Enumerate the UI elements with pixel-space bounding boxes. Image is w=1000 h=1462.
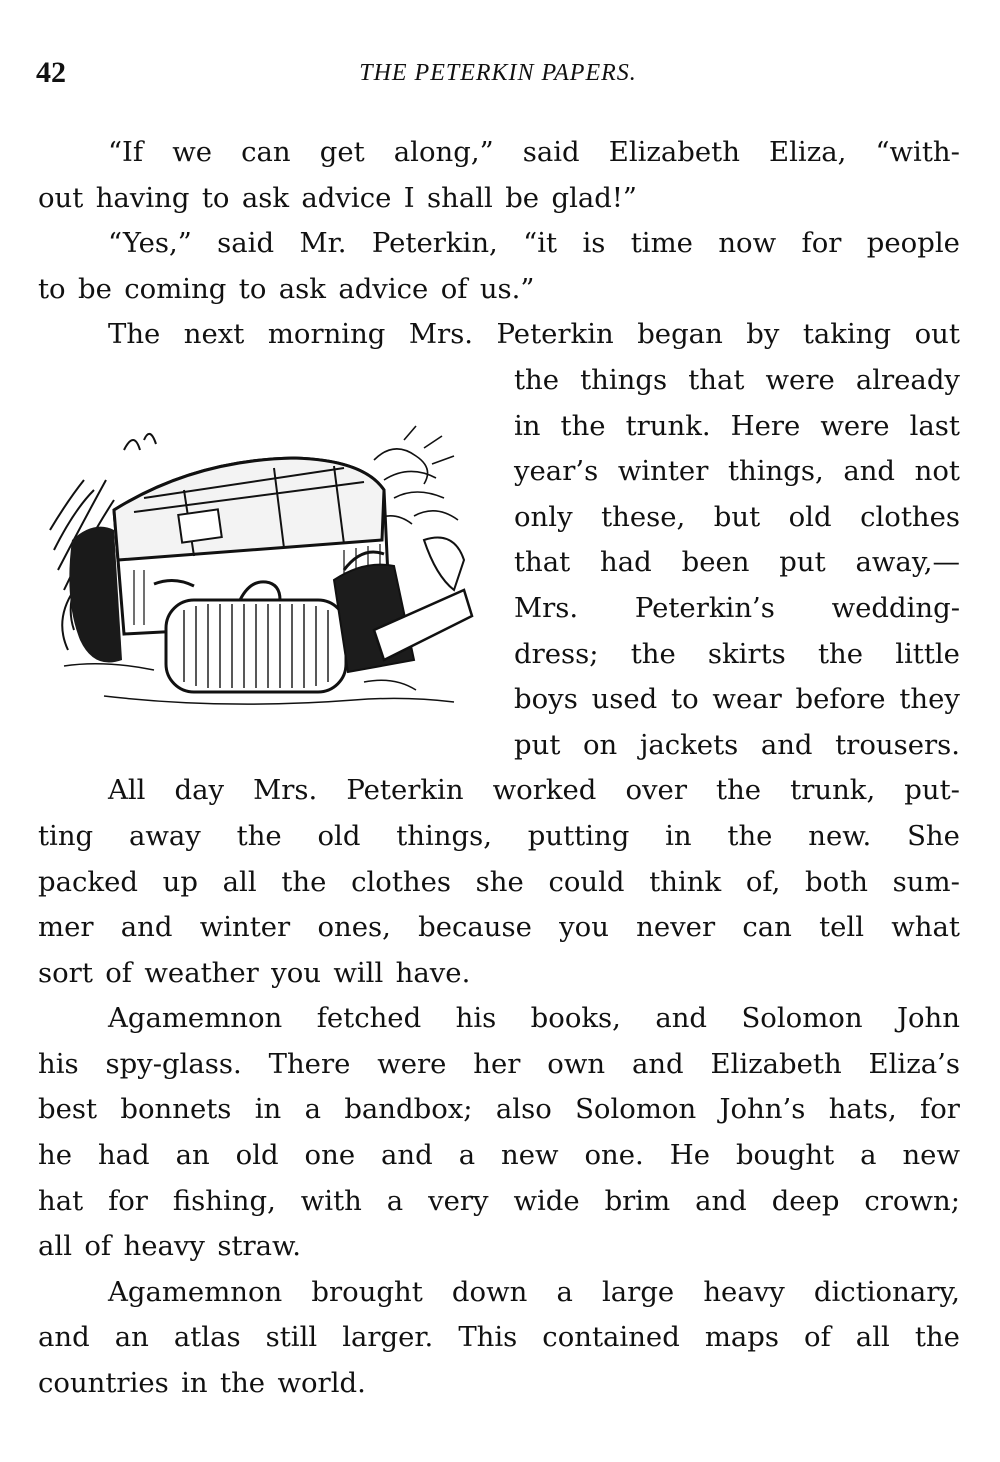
word: and [120, 911, 173, 944]
word: All [108, 774, 146, 807]
word: large [601, 1275, 675, 1308]
word: “Yes,” [108, 227, 192, 260]
word: will [333, 956, 384, 989]
word: straw. [217, 1230, 302, 1263]
word: tell [819, 911, 865, 944]
word: before [795, 683, 886, 716]
word: had [600, 546, 652, 579]
word: one [304, 1139, 356, 1172]
word: put [514, 728, 561, 761]
word: atlas [173, 1321, 241, 1354]
word: Mrs. [514, 591, 579, 624]
word: last [909, 409, 960, 442]
word: were [377, 1047, 447, 1080]
word: “with- [875, 136, 960, 168]
word: they [899, 683, 960, 716]
word: fetched [316, 1002, 422, 1035]
word: in [514, 409, 541, 442]
word: all [38, 1230, 72, 1263]
word: contained [542, 1321, 680, 1354]
text-line [38, 1270, 960, 1316]
word: in [665, 819, 692, 852]
word: day [174, 774, 225, 807]
word: still [265, 1321, 318, 1354]
word: of [84, 1230, 112, 1263]
word: things, [727, 455, 824, 488]
word: Peterkin’s [634, 591, 775, 624]
word: skirts [707, 637, 786, 670]
word: very [428, 1184, 489, 1217]
word: is [582, 227, 606, 260]
word: put [779, 546, 826, 579]
word: he [38, 1139, 72, 1172]
running-title: THE PETERKIN PAPERS. [359, 60, 637, 86]
word: were [765, 363, 835, 396]
word: on [582, 728, 618, 761]
word: and [38, 1321, 90, 1354]
word: John’s [719, 1093, 806, 1126]
text-line [38, 540, 960, 586]
word: own [547, 1047, 606, 1080]
word: get [319, 136, 365, 168]
word: the [914, 1321, 960, 1354]
text-line [38, 130, 960, 176]
word: Peterkin [496, 318, 614, 351]
word: by [746, 318, 780, 351]
word: hat [38, 1184, 84, 1217]
word: having [95, 181, 190, 214]
word: and [381, 1139, 433, 1172]
word: deep [771, 1184, 840, 1217]
word: the [514, 363, 560, 396]
word: said [217, 227, 275, 260]
word: Elizabeth [710, 1047, 842, 1080]
word: the [281, 865, 327, 898]
word: and [655, 1002, 708, 1035]
text-line [38, 404, 960, 450]
word: a [860, 1139, 877, 1172]
word: shall [427, 181, 493, 214]
word: new [902, 1139, 960, 1172]
word: we [172, 136, 213, 168]
text-line [38, 267, 960, 313]
word: were [820, 409, 890, 442]
word: Eliza, [769, 136, 847, 168]
text-line [38, 632, 960, 678]
word: Solomon [741, 1002, 863, 1035]
word: along,” [393, 136, 494, 168]
word: next [183, 318, 245, 351]
word: never [636, 911, 716, 944]
word: worked [492, 774, 597, 807]
word: a [386, 1184, 404, 1217]
word: be [77, 272, 112, 305]
word: had [97, 1139, 150, 1172]
word: and [695, 1184, 747, 1217]
word: used [591, 683, 658, 716]
word: in [254, 1093, 282, 1126]
word: that [514, 546, 571, 579]
word: a [458, 1139, 476, 1172]
word: down [451, 1275, 528, 1308]
text-line [38, 449, 960, 495]
word: for [801, 227, 842, 260]
word: you [559, 911, 609, 944]
word: to [38, 272, 66, 305]
word: hats, [828, 1093, 897, 1126]
word: Elizabeth [608, 136, 740, 168]
word: all [855, 1321, 890, 1354]
word: because [418, 911, 532, 944]
word: weather [144, 956, 259, 989]
word: and [843, 455, 896, 488]
text-line [38, 905, 960, 951]
word: jackets [639, 728, 739, 761]
word: not [914, 455, 960, 488]
word: wear [712, 683, 782, 716]
word: but [713, 500, 761, 533]
word: The [108, 318, 161, 351]
word: Peterkin, [371, 227, 498, 260]
word: away [128, 819, 201, 852]
word: mer [38, 911, 94, 944]
word: ones, [317, 911, 391, 944]
word: an [175, 1139, 210, 1172]
word: ask [278, 272, 326, 305]
word: John [896, 1002, 960, 1035]
word: for [108, 1184, 148, 1217]
word: clothes [860, 500, 960, 533]
word: been [681, 546, 750, 579]
word: best [38, 1093, 98, 1126]
text-line [38, 358, 960, 404]
word: winter [199, 911, 291, 944]
text-line [38, 1224, 960, 1270]
word: all [222, 865, 257, 898]
text-line [38, 677, 960, 723]
word: heavy [123, 1230, 205, 1263]
word: began [637, 318, 723, 351]
word: things, [396, 819, 492, 852]
word: larger. [342, 1321, 434, 1354]
word: can [241, 136, 291, 168]
word: to [238, 272, 267, 305]
word: heavy [703, 1275, 785, 1308]
word: his [38, 1047, 79, 1080]
word: books, [530, 1002, 621, 1035]
word: the [817, 637, 864, 670]
word: the [220, 1367, 266, 1400]
word: I [403, 181, 415, 214]
text-line [38, 586, 960, 632]
text-line [38, 951, 960, 997]
word: that [688, 363, 745, 396]
word: old [317, 819, 361, 852]
word: clothes [351, 865, 451, 898]
text-line [38, 768, 960, 814]
word: of [804, 1321, 831, 1354]
word: these, [601, 500, 686, 533]
word: one. [584, 1139, 644, 1172]
word: wide [513, 1184, 580, 1217]
word: sort [38, 956, 93, 989]
word: trunk. [625, 409, 711, 442]
word: out [38, 181, 84, 214]
word: putting [527, 819, 630, 852]
word: glad!” [551, 181, 637, 214]
word: bonnets [120, 1093, 232, 1126]
text-line [38, 1361, 960, 1407]
word: the [630, 637, 676, 670]
word: be [505, 181, 540, 214]
word: morning [267, 318, 386, 351]
word: taking [802, 318, 892, 351]
word: the [716, 774, 762, 807]
word: and [631, 1047, 684, 1080]
word: of, [745, 865, 781, 898]
word: time [630, 227, 693, 260]
text-line [38, 723, 960, 769]
text-line [38, 1179, 960, 1225]
word: little [895, 637, 960, 670]
text-line [38, 1087, 960, 1133]
word: Eliza’s [868, 1047, 960, 1080]
word: Mrs. [253, 774, 318, 807]
word: an [114, 1321, 149, 1354]
word: boys [514, 683, 578, 716]
word: both [805, 865, 868, 898]
word: sum- [892, 865, 960, 898]
word: and [760, 728, 813, 761]
word: coming [124, 272, 227, 305]
text-line [38, 221, 960, 267]
word: to [671, 683, 699, 716]
word: ting [38, 819, 94, 852]
word: things [580, 363, 668, 396]
word: to [201, 181, 230, 214]
word: the [727, 819, 773, 852]
word: already [855, 363, 960, 396]
word: wedding- [831, 591, 960, 624]
text-line [38, 996, 960, 1042]
word: “it [523, 227, 558, 260]
word: the [236, 819, 282, 852]
text-line [38, 1042, 960, 1088]
word: put- [904, 774, 960, 807]
word: a [304, 1093, 321, 1126]
word: now [718, 227, 777, 260]
word: new [501, 1139, 559, 1172]
text-line [38, 495, 960, 541]
word: of [105, 956, 132, 989]
word: Peterkin [346, 774, 464, 807]
word: could [548, 865, 625, 898]
word: dress; [514, 637, 599, 670]
word: This [458, 1321, 518, 1354]
word: in [181, 1367, 208, 1400]
word: Mrs. [408, 318, 474, 351]
word: only [514, 500, 573, 533]
text-line [38, 860, 960, 906]
text-line [38, 176, 960, 222]
word: for [920, 1093, 960, 1126]
word: Agamemnon [108, 1002, 283, 1035]
word: trunk, [790, 774, 876, 807]
word: bandbox; [344, 1093, 473, 1126]
word: fishing, [172, 1184, 276, 1217]
word: advice [301, 181, 392, 214]
word: his [455, 1002, 497, 1035]
word: “If [108, 136, 144, 168]
word: have. [395, 956, 471, 989]
word: away,— [855, 546, 960, 579]
page-header [36, 56, 960, 96]
word: bought [735, 1139, 835, 1172]
word: crown; [864, 1184, 960, 1217]
word: brought [311, 1275, 423, 1308]
word: out [914, 318, 960, 351]
text-line [38, 1315, 960, 1361]
word: winter [617, 455, 709, 488]
word: advice [338, 272, 429, 305]
word: Solomon [575, 1093, 697, 1126]
word: the [560, 409, 606, 442]
word: her [473, 1047, 521, 1080]
word: think [649, 865, 722, 898]
word: He [669, 1139, 710, 1172]
word: Here [730, 409, 801, 442]
word: up [162, 865, 198, 898]
text-line [38, 814, 960, 860]
word: ask [241, 181, 289, 214]
text-line [38, 1133, 960, 1179]
word: she [475, 865, 524, 898]
word: packed [38, 865, 138, 898]
word: new. [808, 819, 872, 852]
word: Agamemnon [108, 1275, 283, 1308]
word: There [268, 1047, 351, 1080]
word: said [522, 136, 580, 168]
word: what [891, 911, 960, 944]
word: dictionary, [813, 1275, 960, 1308]
word: trousers. [835, 728, 960, 761]
page-number: 42 [36, 56, 66, 89]
word: a [556, 1275, 573, 1308]
word: brim [604, 1184, 671, 1217]
word: She [907, 819, 960, 852]
word: old [235, 1139, 279, 1172]
word: countries [38, 1367, 169, 1400]
word: us.” [479, 272, 535, 305]
word: can [742, 911, 792, 944]
word: Mr. [299, 227, 347, 260]
word: you [271, 956, 321, 989]
word: also [495, 1093, 552, 1126]
word: spy-glass. [105, 1047, 242, 1080]
word: old [788, 500, 832, 533]
word: of [440, 272, 468, 305]
body-text [38, 130, 960, 1407]
word: people [866, 227, 960, 260]
word: with [300, 1184, 362, 1217]
word: over [625, 774, 687, 807]
word: maps [704, 1321, 780, 1354]
word: year’s [514, 455, 599, 488]
text-line [38, 312, 960, 358]
word: world. [277, 1367, 366, 1400]
